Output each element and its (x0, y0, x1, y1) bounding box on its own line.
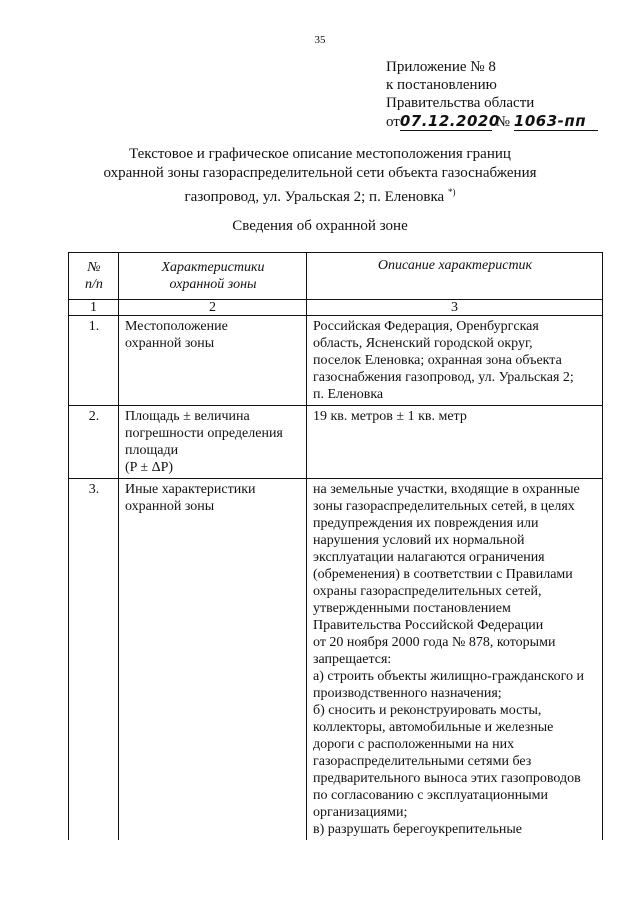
description-line: от 20 ноября 2000 года № 878, которыми (313, 635, 556, 650)
number-prefix: № (495, 114, 510, 130)
characteristic-line: Площадь ± величина (125, 409, 250, 424)
description-line: на земельные участки, входящие в охранные (313, 482, 580, 497)
column-number: 2 (119, 300, 307, 316)
column-number: 1 (69, 300, 119, 316)
row-characteristic (119, 406, 307, 479)
header-description: Описание характеристик (307, 253, 603, 300)
description-line: дороги с расположенными на них (313, 737, 515, 752)
date-prefix: от (386, 114, 400, 130)
description-line: охраны газораспределительных сетей, (313, 584, 542, 599)
description-line: коллекторы, автомобильные и железные (313, 720, 554, 735)
description-line: утвержденными постановлением (313, 601, 511, 616)
row-number: 2. (69, 406, 119, 479)
characteristic-line: погрешности определения (125, 426, 283, 441)
description-line: область, Ясненский городской округ, (313, 336, 533, 351)
appendix-authority: Правительства области (386, 95, 535, 111)
appendix-block (386, 58, 598, 131)
handwritten-date: 07.12.2020 (399, 112, 500, 130)
description-line: зоны газораспределительных сетей, в целях (313, 499, 575, 514)
handwritten-number: 1063-пп (514, 112, 598, 131)
row-description (307, 406, 603, 479)
row-description (307, 479, 603, 841)
table-row (69, 479, 603, 841)
title-line-1: Текстовое и графическое описание местоположения границ (129, 146, 511, 162)
characteristic-line: Местоположение (125, 319, 228, 334)
section-subtitle: Сведения об охранной зоне (232, 218, 408, 234)
description-line: производственного назначения; (313, 686, 502, 701)
column-number-row (69, 300, 603, 316)
description-line: Российская Федерация, Оренбургская (313, 319, 539, 334)
characteristic-line: (P ± ΔP) (125, 460, 174, 475)
document-title (60, 145, 580, 207)
row-description (307, 316, 603, 406)
row-characteristic (119, 316, 307, 406)
description-line: предварительного выноса этих газопроводов (313, 771, 581, 786)
table-header-row (69, 253, 603, 300)
characteristic-line: охранной зоны (125, 499, 215, 514)
description-line: (обременения) в соответствии с Правилами (313, 567, 573, 582)
table-row (69, 406, 603, 479)
description-line: газоснабжения газопровод, ул. Уральская 2; (313, 370, 574, 385)
description-line: эксплуатации налагаются ограничения (313, 550, 545, 565)
description-line: а) строить объекты жилищно-гражданского и (313, 669, 584, 684)
description-line: 19 кв. метров ± 1 кв. метр (313, 409, 467, 424)
characteristic-line: Иные характеристики (125, 482, 256, 497)
protection-zone-table (68, 252, 603, 840)
description-line: поселок Еленовка; охранная зона объекта (313, 353, 562, 368)
description-line: Правительства Российской Федерации (313, 618, 544, 633)
column-number: 3 (307, 300, 603, 316)
appendix-title: Приложение № 8 (386, 59, 496, 75)
footnote-mark: *) (447, 187, 456, 197)
page-number: 35 (314, 34, 326, 46)
row-number: 1. (69, 316, 119, 406)
description-line: нарушения условий их нормальной (313, 533, 525, 548)
appendix-date-number-line (386, 112, 598, 131)
description-line: газораспределительными сетями без (313, 754, 532, 769)
description-line: в) разрушать берегоукрепительные (313, 822, 523, 837)
row-characteristic (119, 479, 307, 841)
description-line: организациями; (313, 805, 408, 820)
characteristic-line: охранной зоны (125, 336, 215, 351)
characteristic-line: площади (125, 443, 179, 458)
title-line-3: газопровод, ул. Уральская 2; п. Еленовка *) (184, 187, 456, 205)
title-line-2: охранной зоны газораспределительной сети объекта газоснабжения (103, 165, 537, 181)
description-line: б) сносить и реконструировать мосты, (313, 703, 542, 718)
table-row (69, 316, 603, 406)
row-number: 3. (69, 479, 119, 841)
description-line: по согласованию с эксплуатационными (313, 788, 548, 803)
appendix-ref-line: к постановлению (386, 77, 497, 93)
description-line: запрещается: (313, 652, 392, 667)
header-characteristics: Характеристики охранной зоны (119, 253, 307, 300)
description-line: предупреждения их повреждения или (313, 516, 539, 531)
description-line: п. Еленовка (313, 387, 384, 402)
header-number: № п/п (69, 253, 119, 300)
